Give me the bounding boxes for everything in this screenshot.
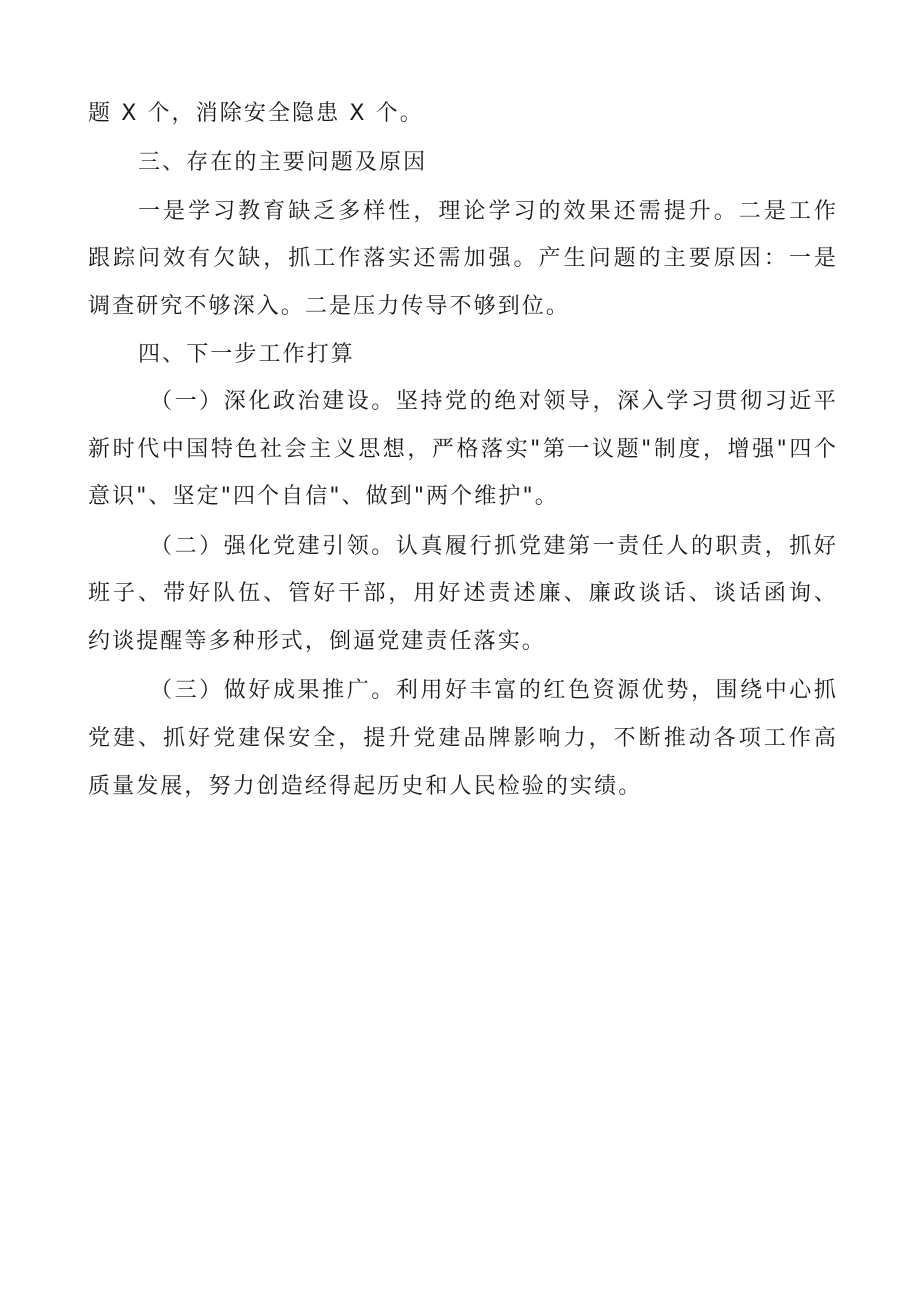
text-line: 题 X 个，消除安全隐患 X 个。 [88,101,424,126]
section-heading: 四、下一步工作打算 [138,342,355,367]
text-line: 调查研究不够深入。二是压力传导不够到位。 [88,294,571,319]
text-line: 约谈提醒等多种形式，倒逼党建责任落实。 [88,629,546,654]
text-line: 质量发展，努力创造经得起历史和人民检验的实绩。 [88,774,643,799]
text-line: 一是学习教育缺乏多样性，理论学习的效果还需提升。二是工作 [138,199,838,224]
text-line: （一）深化政治建设。坚持党的绝对领导，深入学习贯彻习近平 [150,389,838,414]
text-line: 班子、带好队伍、管好干部，用好述责述廉、廉政谈话、谈话函询、 [88,581,838,606]
text-line: 跟踪问效有欠缺，抓工作落实还需加强。产生问题的主要原因：一是 [88,246,838,271]
text-line: （二）强化党建引领。认真履行抓党建第一责任人的职责，抓好 [150,534,838,559]
text-line: 新时代中国特色社会主义思想，严格落实"第一议题"制度，增强"四个 [88,437,838,462]
text-line: 党建、抓好党建保安全，提升党建品牌影响力，不断推动各项工作高 [88,726,838,751]
text-line: 意识"、坚定"四个自信"、做到"两个维护"。 [88,484,559,509]
text-line: （三）做好成果推广。利用好丰富的红色资源优势，围绕中心抓 [150,678,838,703]
section-heading: 三、存在的主要问题及原因 [138,150,428,175]
